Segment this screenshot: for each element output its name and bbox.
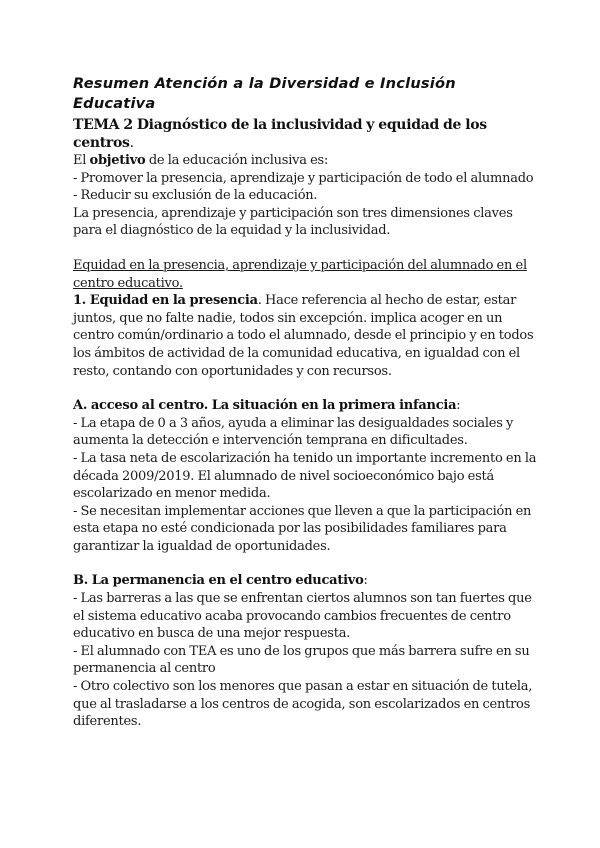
objective-item: - Reducir su exclusión de la educación.: [73, 188, 318, 204]
objective-closing: La presencia, aprendizaje y participación son tres dimensiones claves para el diagnóstico de la equidad y la inclusividad.: [73, 205, 513, 239]
objective-intro: [73, 152, 540, 170]
objective-bold: objetivo: [89, 153, 146, 168]
section-b-colon: :: [363, 573, 368, 589]
section-a-item: - Se necesitan implementar acciones que lleven a que la participación en esta etapa no esté condicionada por las posibilidades familiares para garantizar la igualdad de oportunidades.: [73, 503, 532, 554]
document-title: Resumen Atención a la Diversidad e Inclusión Educativa: [73, 75, 456, 112]
section-a-colon: :: [456, 398, 461, 414]
equity-point-1-title: 1. Equidad en la presencia: [73, 293, 258, 309]
section-a-heading: [73, 397, 540, 415]
section-a-item: - La etapa de 0 a 3 años, ayuda a eliminar las desigualdades sociales y aumenta la detección e intervención temprana en dificultades.: [73, 415, 514, 449]
objective-prefix: El: [73, 153, 90, 168]
spacer: [73, 555, 540, 572]
section-b-heading-text: B. La permanencia en el centro educativo: [73, 573, 364, 589]
section-b-item: - El alumnado con TEA es uno de los grupos que más barrera sufre en su permanencia al centro: [73, 643, 530, 677]
equity-point-1-text: . Hace referencia al hecho de estar, estar juntos, que no falte nadie, todos sin excepción. implica acoger en un centro común/ordinario a todo el alumnado, desde el principio y en todos los ámbitos de actividad de la comunidad educativa, en igualdad con el resto, contando con oportunidades y con recursos.: [73, 293, 534, 379]
spacer: [73, 380, 540, 397]
spacer: [73, 240, 540, 257]
objective-suffix: de la educación inclusiva es:: [145, 153, 329, 168]
tema-heading: [73, 116, 540, 152]
objective-item: - Promover la presencia, aprendizaje y participación de todo el alumnado: [73, 170, 534, 186]
section-a-heading-text: A. acceso al centro. La situación en la primera infancia: [73, 398, 457, 414]
equity-section-heading: Equidad en la presencia, aprendizaje y participación del alumnado en el centro educativo.: [73, 257, 527, 291]
section-b-item: - Las barreras a las que se enfrentan ciertos alumnos son tan fuertes que el sistema educativo acaba provocando cambios frecuentes de centro educativo en busca de una mejor respuesta.: [73, 591, 532, 642]
section-b-heading: [73, 572, 540, 590]
section-a-item: - La tasa neta de escolarización ha tenido un importante incremento en la década 2009/2019. El alumnado de nivel socioeconómico bajo está escolarizado en menor medida.: [73, 450, 537, 502]
section-b-item: - Otro colectivo son los menores que pasan a estar en situación de tutela, que al trasladarse a los centros de acogida, son escolarizados en centros diferentes.: [73, 679, 533, 730]
equity-point-1: [73, 292, 540, 380]
tema-heading-period: .: [129, 135, 134, 151]
tema-heading-text: TEMA 2 Diagnóstico de la inclusividad y equidad de los centros: [73, 117, 487, 151]
